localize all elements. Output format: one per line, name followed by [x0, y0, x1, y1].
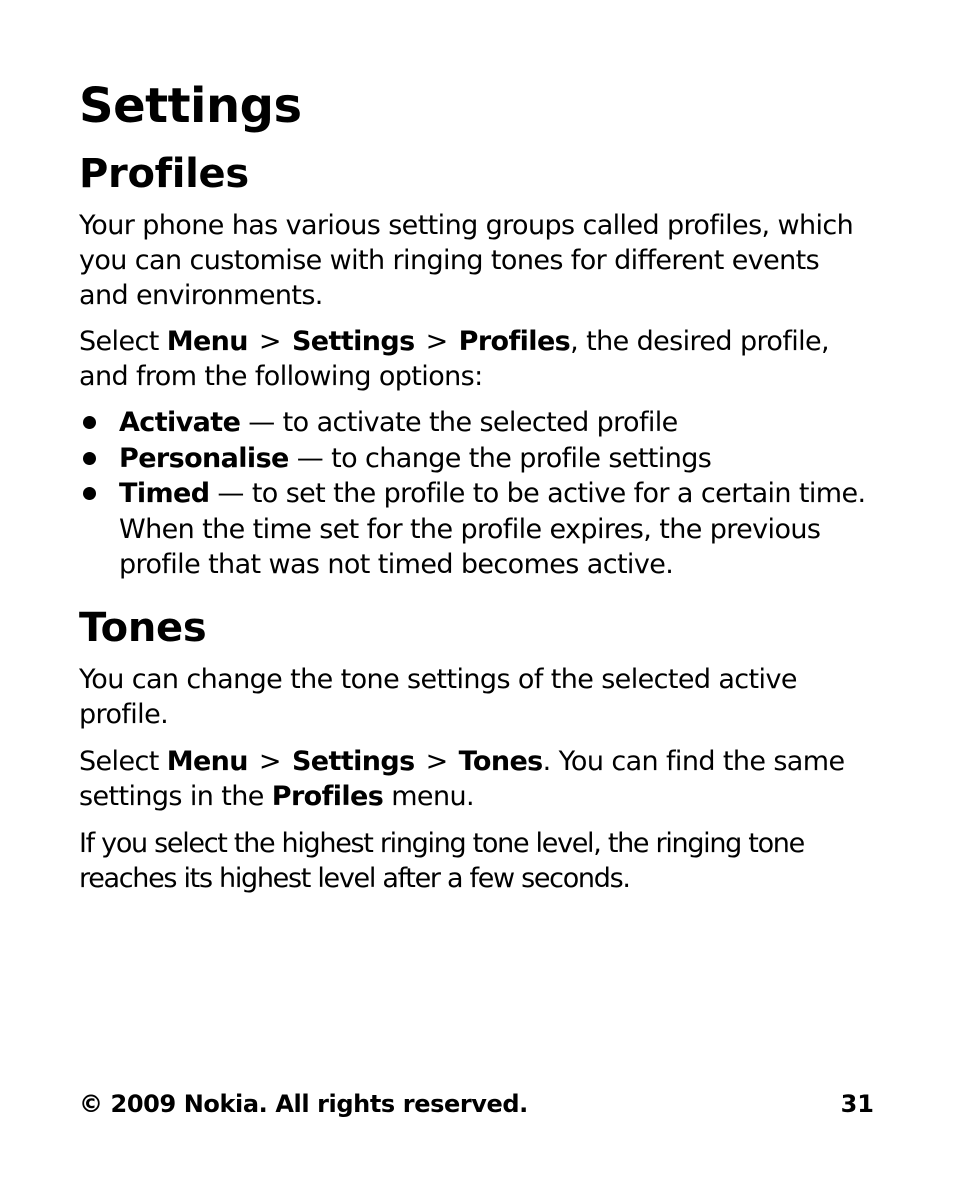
- option-description: — to activate the selected profile: [240, 407, 678, 438]
- select-suffix: menu.: [383, 781, 474, 812]
- option-description: — to change the profile settings: [288, 442, 712, 474]
- menu-path-menu: Menu: [166, 746, 248, 777]
- option-label: Timed: [119, 478, 210, 509]
- option-label: Activate: [119, 407, 241, 438]
- bullet-icon: [83, 487, 96, 500]
- list-item: [79, 441, 875, 477]
- copyright-footer: © 2009 Nokia. All rights reserved.: [79, 1090, 528, 1118]
- option-description: — to set the profile to be active for a certain time. When the time set for the profile expires, the previous profile that was not timed becomes active.: [119, 478, 866, 580]
- option-label: Personalise: [119, 442, 289, 474]
- tones-select-instruction: [79, 744, 875, 814]
- page-title: Settings: [79, 78, 302, 134]
- list-item: [79, 405, 875, 441]
- menu-path-tones: Tones: [458, 746, 543, 777]
- profiles-select-instruction: [79, 324, 875, 394]
- list-item: [79, 476, 875, 583]
- menu-path-settings: Settings: [291, 326, 415, 357]
- profile-options-list: [79, 405, 875, 583]
- tones-note: If you select the highest ringing tone level, the ringing tone reaches its highest level after a few seconds.: [79, 828, 804, 894]
- profiles-intro: Your phone has various setting groups called profiles, which you can customise with ringing tones for different events and environments.: [79, 210, 854, 311]
- menu-path-profiles: Profiles: [458, 326, 571, 357]
- path-separator: >: [425, 326, 448, 357]
- page-number: 31: [840, 1090, 874, 1118]
- profiles-menu-reference: Profiles: [271, 781, 384, 812]
- select-mid: . You can find the same settings in the: [79, 746, 845, 812]
- select-prefix: Select: [79, 326, 167, 357]
- select-prefix: Select: [79, 746, 167, 777]
- bullet-icon: [83, 416, 96, 429]
- path-separator: >: [258, 326, 281, 357]
- menu-path-settings: Settings: [291, 746, 415, 777]
- bullet-icon: [83, 452, 96, 465]
- path-separator: >: [425, 746, 448, 777]
- select-suffix: , the desired profile, and from the following options:: [79, 326, 830, 392]
- tones-heading: Tones: [79, 605, 207, 651]
- profiles-heading: Profiles: [79, 151, 249, 197]
- menu-path-menu: Menu: [166, 326, 248, 357]
- path-separator: >: [258, 746, 281, 777]
- tones-intro: You can change the tone settings of the selected active profile.: [79, 664, 797, 730]
